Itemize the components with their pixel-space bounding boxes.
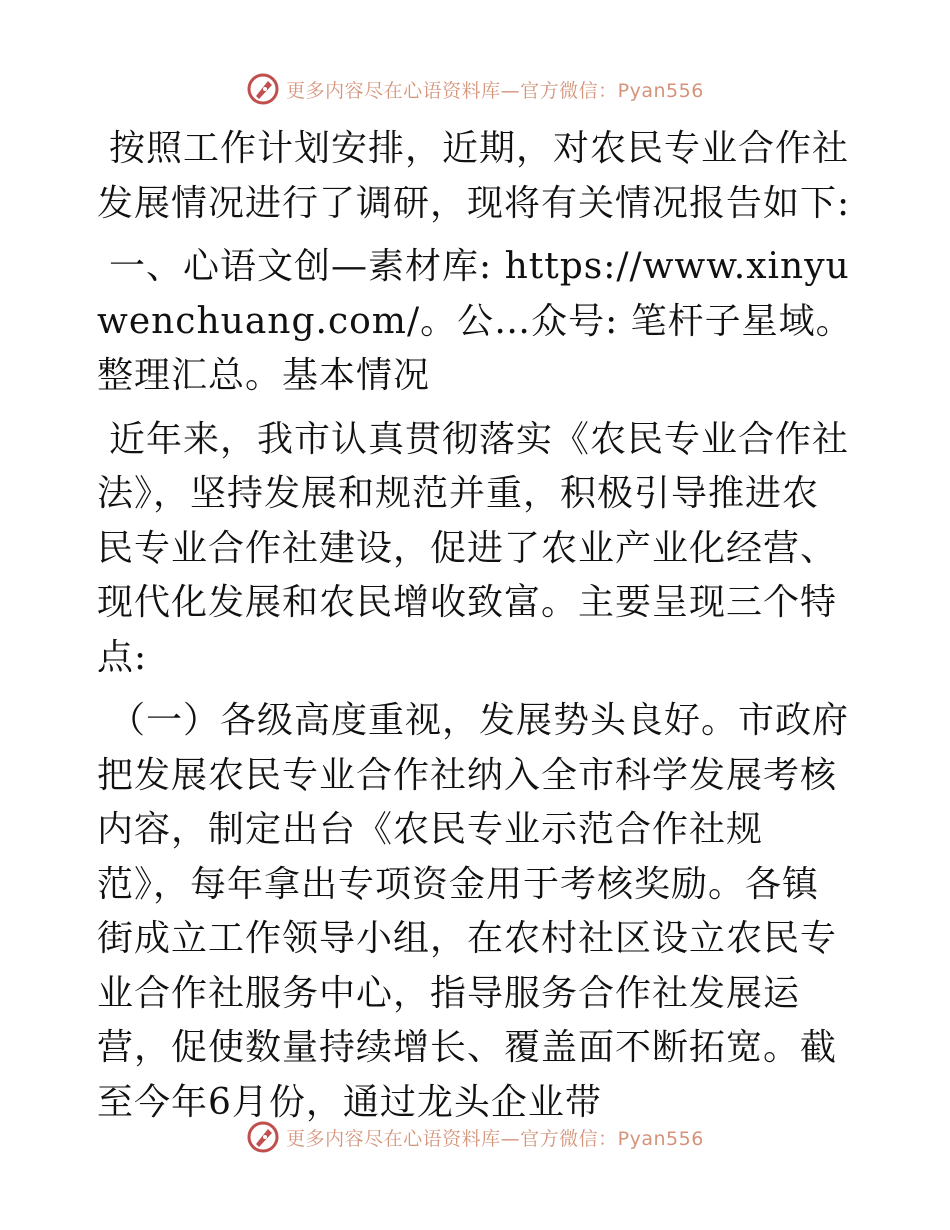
watermark-text: 更多内容尽在心语资料库—官方微信：Pyan556	[286, 1127, 704, 1150]
watermark-header	[0, 72, 950, 106]
pen-nib-circle-icon	[246, 1120, 280, 1154]
document-body	[97, 122, 853, 1130]
paragraph-point-one: （一）各级高度重视，发展势头良好。市政府把发展农民专业合作社纳入全市科学发展考核内容，制定出台《农民专业示范合作社规范》，每年拿出专项资金用于考核奖励。各镇街成立工作领导小组，在农村社区设立农民专业合作社服务中心，指导服务合作社发展运营，促使数量持续增长、覆盖面不断拓宽。截至今年6月份，通过龙头企业带	[97, 700, 850, 1123]
paragraph-intro: 按照工作计划安排，近期，对农民专业合作社发展情况进行了调研，现将有关情况报告如下:	[97, 128, 851, 224]
watermark-text: 更多内容尽在心语资料库—官方微信：Pyan556	[286, 79, 704, 102]
pen-nib-circle-icon	[246, 72, 280, 106]
paragraph-overview: 近年来，我市认真贯彻落实《农民专业合作社法》，坚持发展和规范并重，积极引导推进农民专业合作社建设，促进了农业产业化经营、现代化发展和农民增收致富。主要呈现三个特点:	[97, 418, 850, 678]
watermark-footer	[0, 1120, 950, 1154]
section-heading-basic-situation: 一、心语文创—素材库: https://www.xinyuwenchuang.com/。公…众号: 笔杆子星域。整理汇总。基本情况	[97, 246, 853, 396]
